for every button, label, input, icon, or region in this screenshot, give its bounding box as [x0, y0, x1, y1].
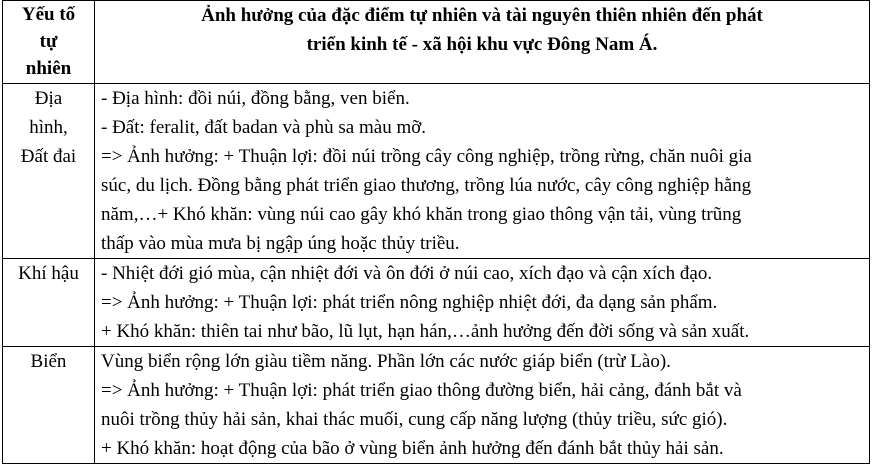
factor-line: hình,	[29, 117, 68, 138]
content-line: => Ảnh hưởng: + Thuận lợi: phát triển giao thông đường biển, hải cảng, đánh bắt và	[101, 380, 742, 401]
factor-cell	[3, 259, 95, 347]
content-line: - Đất: feralit, đất badan và phù sa màu mỡ.	[101, 117, 427, 138]
content-line: - Địa hình: đồi núi, đồng bằng, ven biển.	[101, 88, 410, 109]
content-line: Vùng biển rộng lớn giàu tiềm năng. Phần lớn các nước giáp biển (trừ Lào).	[101, 351, 671, 372]
factor-cell	[3, 347, 95, 464]
content-cell	[95, 347, 870, 464]
table-row	[3, 347, 870, 464]
factor-line: Biển	[30, 351, 67, 372]
content-line: súc, du lịch. Đồng bằng phát triển giao thương, trồng lúa nước, cây công nghiệp hằng	[101, 175, 752, 196]
table-row	[3, 84, 870, 259]
content-line: + Khó khăn: hoạt động của bão ở vùng biển ảnh hưởng đến đánh bắt thủy hải sản.	[101, 438, 724, 459]
header-impact-cell	[95, 1, 870, 84]
content-line: năm,…+ Khó khăn: vùng núi cao gây khó khăn trong giao thông vận tải, vùng trũng	[101, 204, 742, 225]
table-row	[3, 259, 870, 347]
header-impact-line: Ảnh hưởng của đặc điểm tự nhiên và tài nguyên thiên nhiên đến phát	[201, 5, 763, 26]
header-factor-line: nhiên	[25, 58, 72, 79]
natural-factors-table	[2, 0, 870, 464]
content-cell	[95, 84, 870, 259]
header-impact-line: triển kinh tế - xã hội khu vực Đông Nam Á.	[306, 34, 658, 55]
content-cell	[95, 259, 870, 347]
factor-line: Địa	[34, 88, 63, 109]
content-line: nuôi trồng thủy hải sản, khai thác muối, cung cấp năng lượng (thủy triều, sức gió).	[101, 409, 728, 430]
content-line: - Nhiệt đới gió mùa, cận nhiệt đới và ôn đới ở núi cao, xích đạo và cận xích đạo.	[101, 263, 713, 284]
content-line: thấp vào mùa mưa bị ngập úng hoặc thủy triều.	[101, 233, 460, 254]
header-factor-cell	[3, 1, 95, 84]
header-factor-line: Yếu tố	[21, 4, 76, 25]
content-line: => Ảnh hưởng: + Thuận lợi: phát triển nông nghiệp nhiệt đới, đa dạng sản phẩm.	[101, 292, 718, 313]
factor-line: Đất đai	[20, 146, 77, 167]
factor-cell	[3, 84, 95, 259]
factor-line: Khí hậu	[18, 263, 79, 284]
table-header-row	[3, 1, 870, 84]
content-line: => Ảnh hưởng: + Thuận lợi: đồi núi trồng cây công nghiệp, trồng rừng, chăn nuôi gia	[101, 146, 752, 167]
content-line: + Khó khăn: thiên tai như bão, lũ lụt, hạn hán,…ảnh hưởng đến đời sống và sản xuất.	[101, 321, 750, 342]
header-factor-line: tự	[39, 31, 58, 52]
